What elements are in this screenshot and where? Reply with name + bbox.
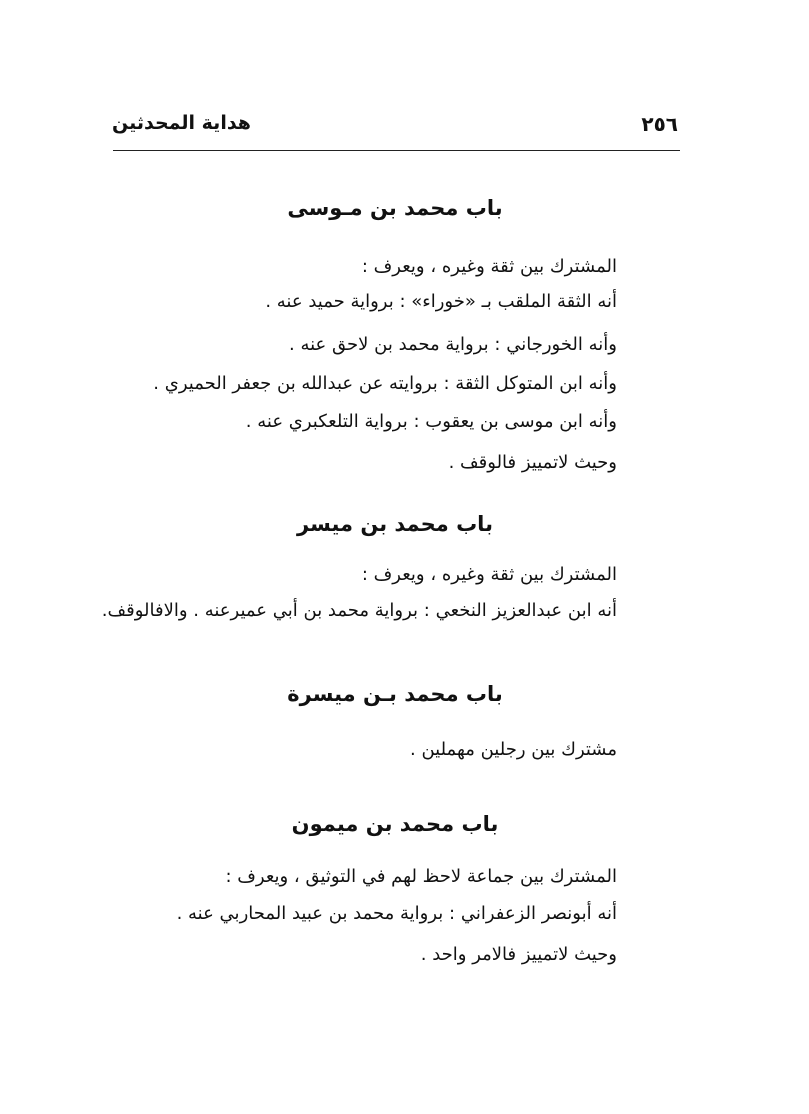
text-line: وحيث لاتمييز فالامر واحد . (420, 944, 617, 965)
section-title: باب محمد بن ميمون (291, 812, 499, 836)
text-line: المشترك بين جماعة لاحظ لهم في التوثيق ، ويعرف : (225, 866, 617, 887)
running-title: هداية المحدثين (112, 112, 251, 134)
text-line: أنه الثقة الملقب بـ «خوراء» : برواية حميد عنه . (265, 291, 617, 312)
text-line: وأنه الخورجاني : برواية محمد بن لاحق عنه . (289, 334, 617, 355)
section-title: باب محمد بن مـوسى (287, 196, 503, 220)
text-line: وحيث لاتمييز فالوقف . (448, 452, 617, 473)
text-line: وأنه ابن موسى بن يعقوب : برواية التلعكبري عنه . (245, 411, 617, 432)
header-rule (113, 150, 680, 151)
section-title: باب محمد بـن ميسرة (287, 682, 503, 706)
section-title: باب محمد بن ميسر (297, 512, 493, 536)
text-line: وأنه ابن المتوكل الثقة : بروايته عن عبدالله بن جعفر الحميري . (153, 373, 617, 394)
page-number: ٢٥٦ (641, 112, 678, 136)
text-line: مشترك بين رجلين مهملين . (410, 739, 617, 760)
text-line: المشترك بين ثقة وغيره ، ويعرف : (361, 564, 617, 585)
running-header (112, 112, 678, 142)
text-line: أنه ابن عبدالعزيز النخعي : برواية محمد بن أبي عميرعنه . والافالوقف. (101, 600, 617, 621)
text-line: أنه أبونصر الزعفراني : برواية محمد بن عبيد المحاربي عنه . (176, 903, 617, 924)
text-line: المشترك بين ثقة وغيره ، ويعرف : (361, 256, 617, 277)
